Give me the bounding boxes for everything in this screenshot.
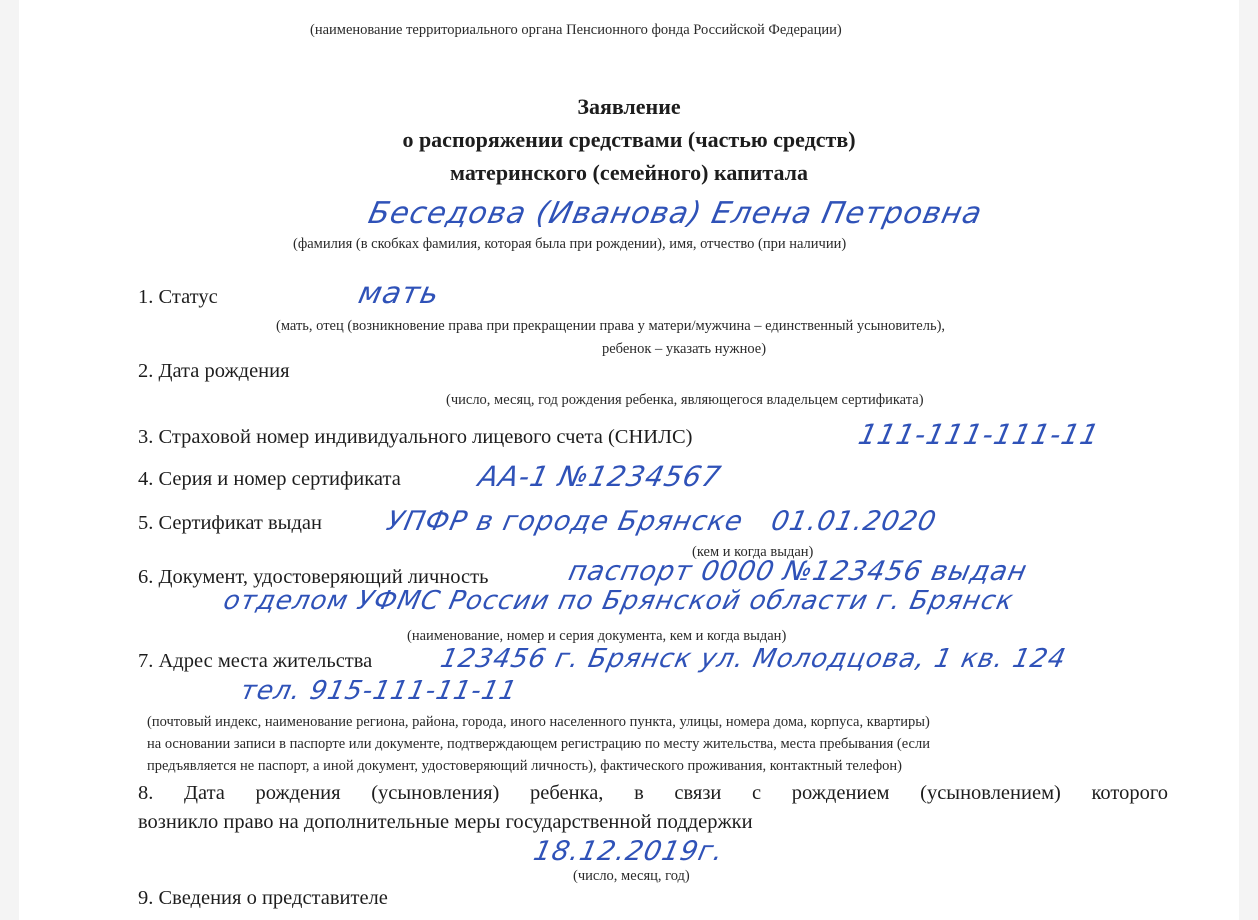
address-value-2: тел. 915-111-11-11 — [237, 676, 521, 706]
representative-label: 9. Сведения о представителе — [138, 887, 388, 909]
application-form-page — [19, 0, 1239, 920]
certificate-value: АА-1 №1234567 — [475, 460, 725, 493]
address-caption-3: предъявляется не паспорт, а иной документ, удостоверяющий личность), фактического проживания, контактный телефон) — [147, 758, 902, 774]
snils-label: 3. Страховой номер индивидуального лицевого счета (СНИЛС) — [138, 426, 693, 448]
identity-doc-value-2: отделом УФМС России по Брянской области г. Брянск — [220, 586, 1017, 616]
identity-doc-caption: (наименование, номер и серия документа, кем и когда выдан) — [407, 628, 787, 644]
form-title: Заявление — [577, 94, 681, 119]
org-caption: (наименование территориального органа Пенсионного фонда Российской Федерации) — [310, 22, 842, 38]
issued-caption: (кем и когда выдан) — [692, 544, 814, 560]
applicant-name-value: Беседова (Иванова) Елена Петровна — [365, 196, 986, 231]
status-caption-2: ребенок – указать нужное) — [602, 341, 767, 357]
snils-value: 111-111-111-11 — [855, 418, 1103, 451]
identity-doc-label: 6. Документ, удостоверяющий личность — [138, 566, 489, 588]
child-birth-label-2: возникло право на дополнительные меры государственной поддержки — [138, 811, 753, 833]
address-caption-2: на основании записи в паспорте или документе, подтверждающем регистрацию по месту жительства, места пребывания (если — [147, 736, 930, 752]
child-birth-label-1: 8. Дата рождения (усыновления) ребенка, в связи с рождением (усыновлением) которого — [138, 782, 1168, 804]
certificate-label: 4. Серия и номер сертификата — [138, 468, 401, 490]
issued-value: УПФР в городе Брянске 01.01.2020 — [383, 506, 940, 537]
birth-date-label: 2. Дата рождения — [138, 360, 290, 382]
status-label: 1. Статус — [138, 286, 218, 308]
form-subtitle-1: о распоряжении средствами (частью средств) — [402, 127, 856, 152]
child-birth-caption: (число, месяц, год) — [573, 868, 690, 884]
address-label: 7. Адрес места жительства — [138, 650, 373, 672]
address-caption-1: (почтовый индекс, наименование региона, района, города, иного населенного пункта, улицы, номера дома, корпуса, квартиры) — [147, 714, 930, 730]
identity-doc-value-1: паспорт 0000 №123456 выдан — [565, 556, 1031, 587]
child-birth-value: 18.12.2019г. — [530, 836, 727, 867]
status-caption-1: (мать, отец (возникновение права при прекращении права у матери/мужчина – единственный усыновитель), — [276, 318, 946, 334]
applicant-name-caption: (фамилия (в скобках фамилия, которая была при рождении), имя, отчество (при наличии) — [293, 236, 847, 252]
address-value-1: 123456 г. Брянск ул. Молодцова, 1 кв. 124 — [437, 644, 1069, 674]
status-value: мать — [355, 276, 443, 311]
birth-date-caption: (число, месяц, год рождения ребенка, являющегося владельцем сертификата) — [446, 392, 924, 408]
form-subtitle-2: материнского (семейного) капитала — [449, 160, 809, 185]
issued-label: 5. Сертификат выдан — [138, 512, 322, 534]
